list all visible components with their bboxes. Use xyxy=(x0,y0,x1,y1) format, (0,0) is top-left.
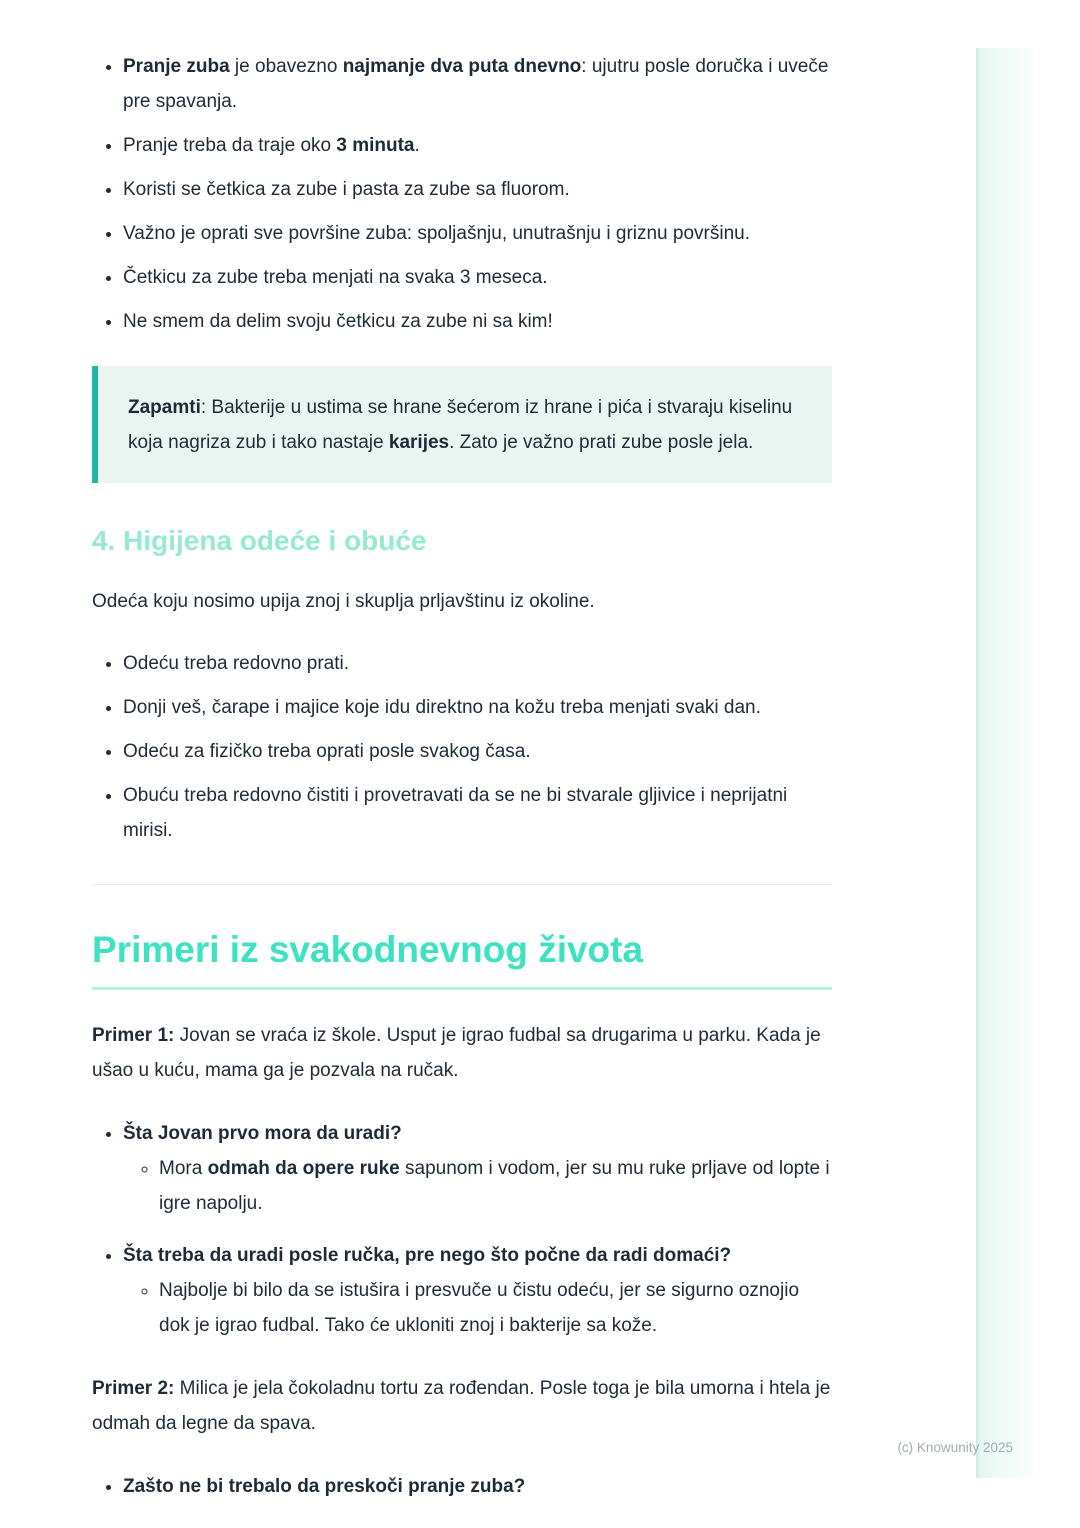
copyright-watermark: (c) Knowunity 2025 xyxy=(897,1440,1013,1455)
list-item: • Pranje treba da traje oko 3 minuta. xyxy=(123,128,832,163)
question-text: • Zašto ne bi trebalo da preskoči pranje zuba? xyxy=(123,1469,832,1504)
clothes-hygiene-list xyxy=(92,646,832,848)
clothes-intro-paragraph: Odeća koju nosimo upija znoj i skuplja prljavštinu iz okoline. xyxy=(92,591,595,612)
primer-2-paragraph: Primer 2: Milica je jela čokoladnu tortu za rođendan. Posle toga je bila umorna i htela je odmah da legne da spava. xyxy=(92,1378,831,1434)
list-item: • Pranje zuba je obavezno najmanje dva puta dnevno: ujutru posle doručka i uveče pre spavanja. xyxy=(123,49,832,119)
document-content xyxy=(92,0,832,1504)
zapamti-callout xyxy=(92,366,832,483)
qa-item xyxy=(123,1238,832,1343)
section-heading-4: 4. Higijena odeće i obuće xyxy=(92,525,427,556)
primer-1-qa-list xyxy=(92,1116,832,1343)
list-item: • Koristi se četkica za zube i pasta za zube sa fluorom. xyxy=(123,172,832,207)
question-text: • Šta treba da uradi posle ručka, pre nego što počne da radi domaći? xyxy=(123,1245,732,1266)
answer-sublist xyxy=(123,1151,832,1221)
list-item: • Četkicu za zube treba menjati na svaka 3 meseca. xyxy=(123,260,832,295)
teeth-hygiene-list xyxy=(92,49,832,339)
question-text: • Šta Jovan prvo mora da uradi? xyxy=(123,1123,402,1144)
section-divider xyxy=(92,884,832,885)
list-item: • Odeću treba redovno prati. xyxy=(123,646,832,681)
list-item: • Obuću treba redovno čistiti i provetravati da se ne bi stvarale gljivice i neprijatni mirisi. xyxy=(123,778,832,848)
qa-item xyxy=(123,1116,832,1221)
examples-title: Primeri iz svakodnevnog života xyxy=(92,928,832,990)
decorative-side-strip xyxy=(976,48,1033,1478)
list-item: • Ne smem da delim svoju četkicu za zube ni sa kim! xyxy=(123,304,832,339)
answer-sublist xyxy=(123,1273,832,1343)
list-item: • Odeću za fizičko treba oprati posle svakog časa. xyxy=(123,734,832,769)
primer-2-question-list xyxy=(92,1469,832,1504)
list-item: • Donji veš, čarape i majice koje idu direktno na kožu treba menjati svaki dan. xyxy=(123,690,832,725)
answer-text: ◦ Mora odmah da opere ruke sapunom i vodom, jer su mu ruke prljave od lopte i igre napolju. xyxy=(159,1151,832,1221)
primer-1-paragraph: Primer 1: Jovan se vraća iz škole. Usput je igrao fudbal sa drugarima u parku. Kada je ušao u kuću, mama ga je pozvala na ručak. xyxy=(92,1025,821,1081)
callout-text: Zapamti: Bakterije u ustima se hrane šećerom iz hrane i pića i stvaraju kiselinu koja nagriza zub i tako nastaje karijes. Zato je važno prati zube posle jela. xyxy=(128,397,793,453)
answer-text: ◦ Najbolje bi bilo da se istušira i presvuče u čistu odeću, jer se sigurno oznojio dok je igrao fudbal. Tako će ukloniti znoj i bakterije sa kože. xyxy=(159,1273,832,1343)
list-item: • Važno je oprati sve površine zuba: spoljašnju, unutrašnju i griznu površinu. xyxy=(123,216,832,251)
